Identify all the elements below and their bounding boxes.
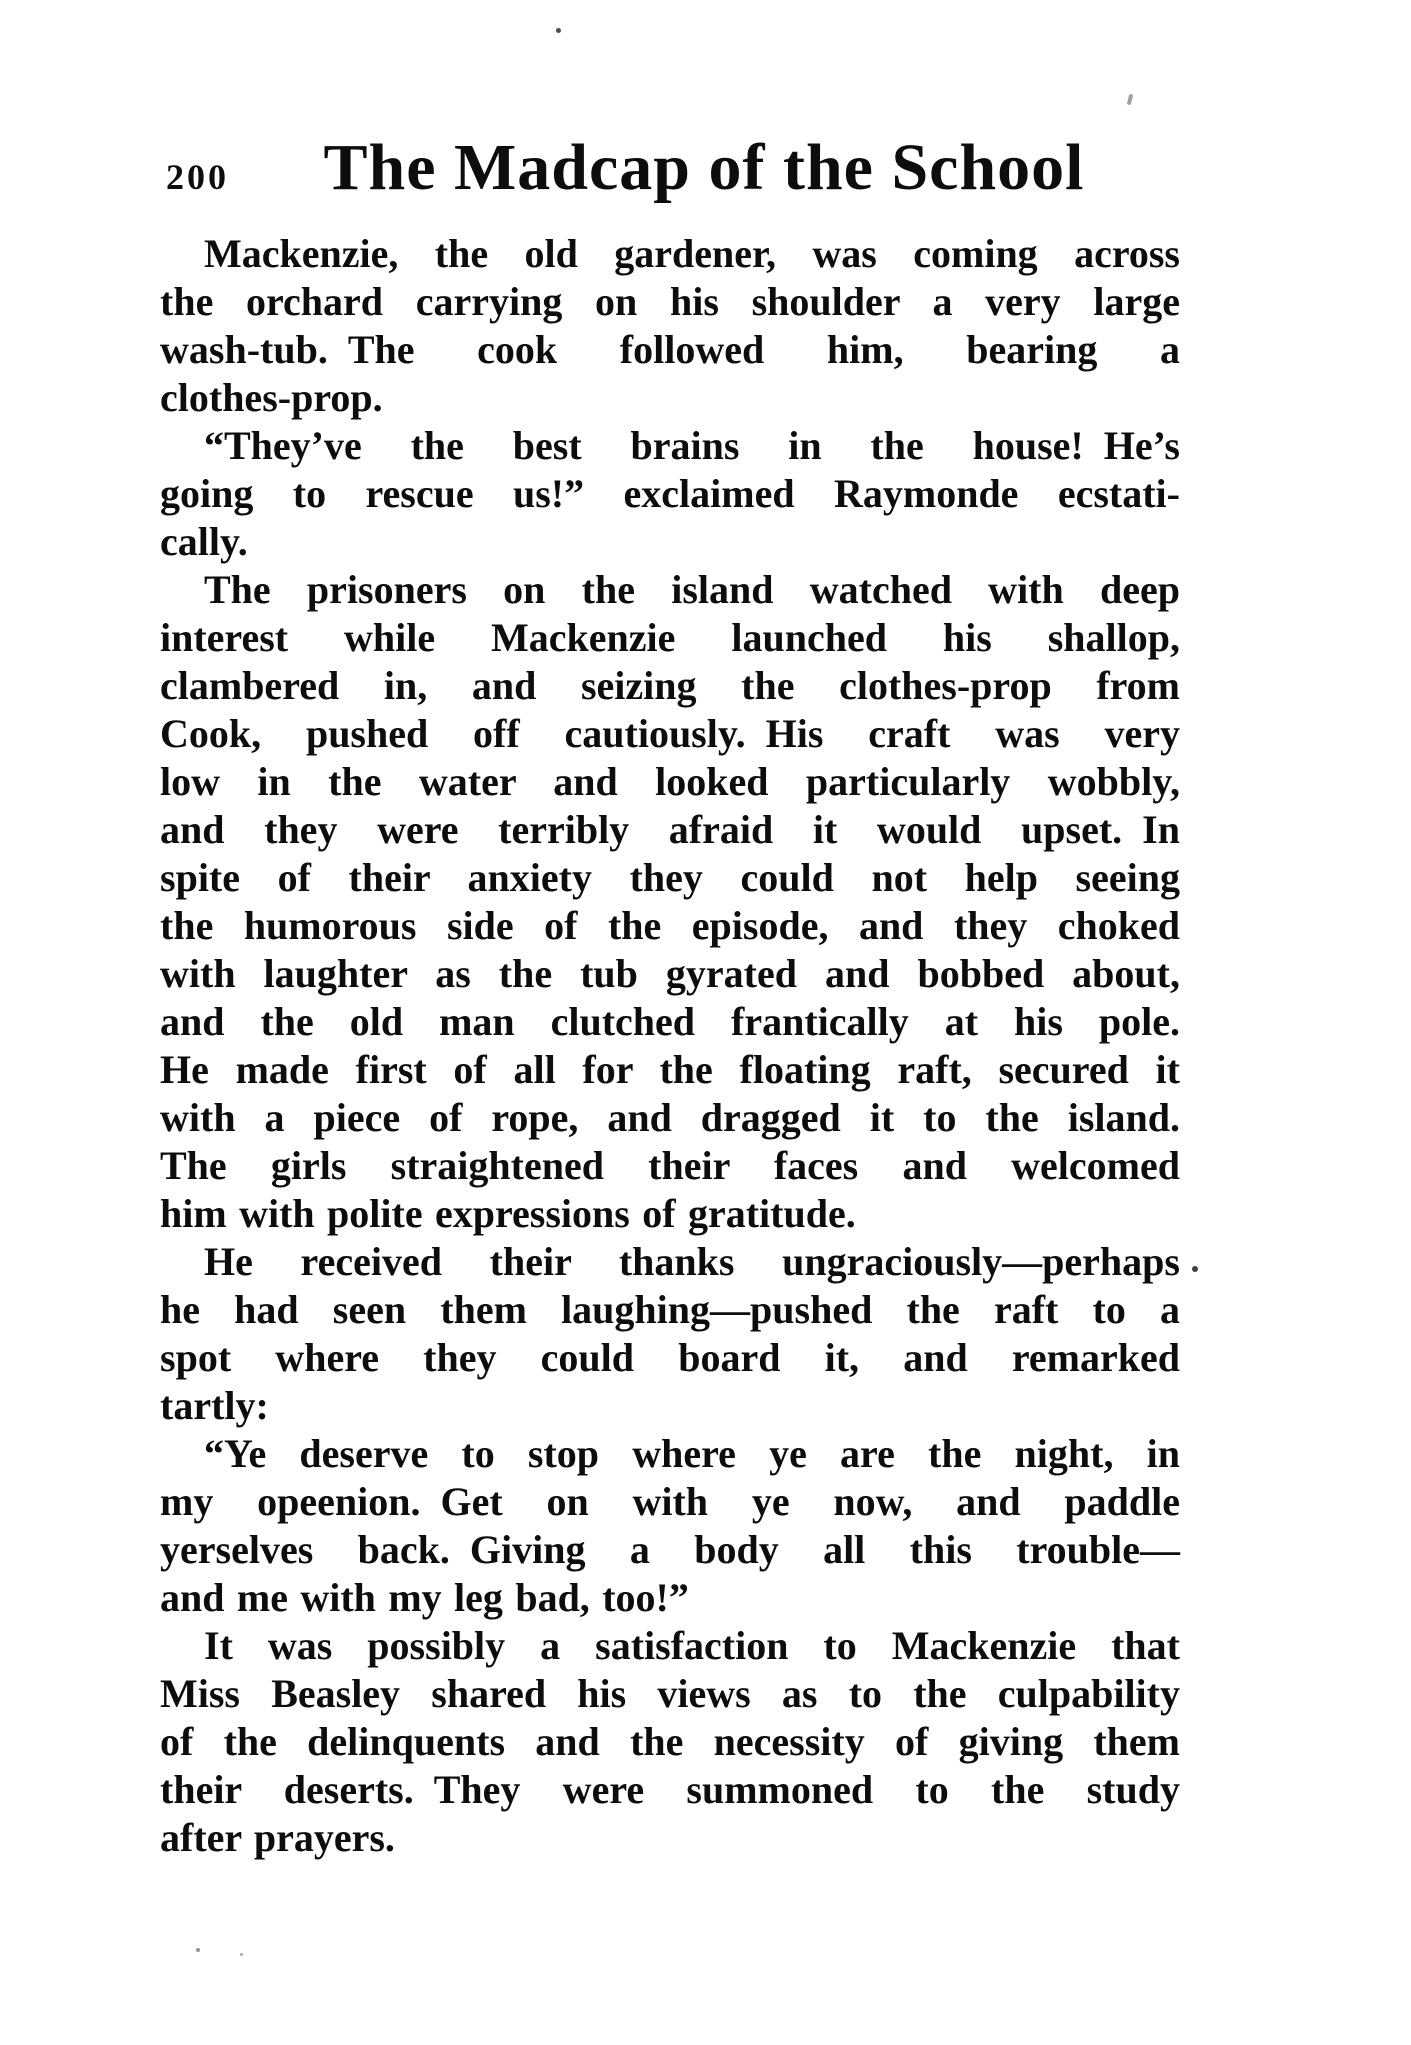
- text-line: He received their thanks ungraciously—perhaps: [204, 1239, 1180, 1284]
- text-line: my opeenion. Get on with ye now, and paddle: [160, 1479, 1180, 1524]
- scan-speck: [1127, 94, 1134, 106]
- text-line: of the delinquents and the necessity of giving them: [160, 1719, 1180, 1764]
- text-line: It was possibly a satisfaction to Mackenzie that: [204, 1623, 1180, 1668]
- body-text: [160, 230, 1180, 1862]
- text-line: with a piece of rope, and dragged it to the island.: [160, 1095, 1180, 1140]
- text-line: cally.: [160, 519, 248, 564]
- text-line: Miss Beasley shared his views as to the culpability: [160, 1671, 1180, 1716]
- text-line: interest while Mackenzie launched his shallop,: [160, 615, 1180, 660]
- text-line: spite of their anxiety they could not help seeing: [160, 855, 1180, 900]
- text-line: and they were terribly afraid it would upset. In: [160, 807, 1180, 852]
- text-line: clothes-prop.: [160, 375, 383, 420]
- scan-speck: [556, 28, 561, 33]
- text-line: him with polite expressions of gratitude.: [160, 1191, 856, 1236]
- text-line: He made first of all for the floating raft, secured it: [160, 1047, 1180, 1092]
- scan-speck: [196, 1948, 200, 1952]
- text-line: The prisoners on the island watched with deep: [204, 567, 1180, 612]
- text-line: tartly:: [160, 1383, 269, 1428]
- text-line: and the old man clutched frantically at his pole.: [160, 999, 1180, 1044]
- text-line: Cook, pushed off cautiously. His craft was very: [160, 711, 1180, 756]
- page-header: [160, 128, 1180, 212]
- text-line: the humorous side of the episode, and they choked: [160, 903, 1180, 948]
- page-number: 200: [166, 157, 229, 197]
- text-line: their deserts. They were summoned to the study: [160, 1767, 1180, 1812]
- text-line: wash-tub. The cook followed him, bearing a: [160, 327, 1180, 372]
- scan-speck: [240, 1953, 243, 1956]
- text-line: The girls straightened their faces and welcomed: [160, 1143, 1180, 1188]
- text-line: with laughter as the tub gyrated and bobbed about,: [160, 951, 1180, 996]
- text-line: the orchard carrying on his shoulder a very large: [160, 279, 1180, 324]
- text-line: going to rescue us!” exclaimed Raymonde ecstati-: [160, 471, 1180, 516]
- text-line: and me with my leg bad, too!”: [160, 1575, 689, 1620]
- page-title: The Madcap of the School: [323, 131, 1085, 204]
- text-line: low in the water and looked particularly wobbly,: [160, 759, 1180, 804]
- text-line: clambered in, and seizing the clothes-prop from: [160, 663, 1180, 708]
- text-line: after prayers.: [160, 1815, 395, 1860]
- text-line: yerselves back. Giving a body all this trouble—: [160, 1527, 1180, 1572]
- text-block: [160, 128, 1180, 1862]
- text-line: he had seen them laughing—pushed the raft to a: [160, 1287, 1180, 1332]
- scan-speck: [1192, 1266, 1198, 1272]
- text-line: Mackenzie, the old gardener, was coming across: [204, 231, 1180, 276]
- text-line: spot where they could board it, and remarked: [160, 1335, 1180, 1380]
- text-line: “Ye deserve to stop where ye are the night, in: [204, 1431, 1180, 1476]
- text-line: “They’ve the best brains in the house! He’s: [204, 423, 1180, 468]
